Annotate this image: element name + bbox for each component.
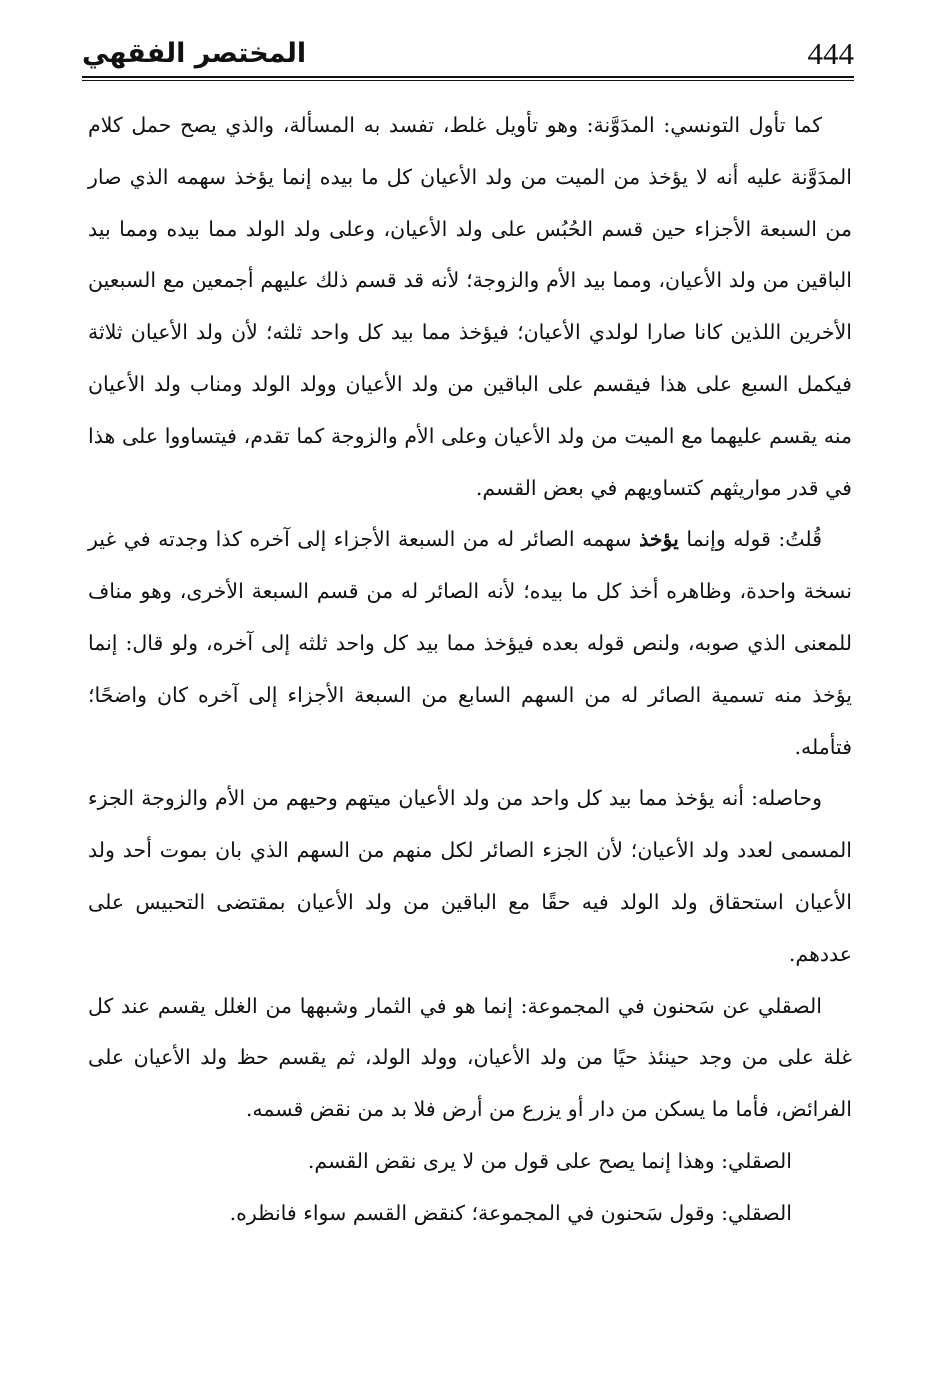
- paragraph: الصقلي: وقول سَحنون في المجموعة؛ كنقض القسم سواء فانظره.: [229, 1200, 792, 1225]
- paragraph-lead: قُلتُ: قوله وإنما: [686, 527, 822, 552]
- page-number: 444: [807, 36, 854, 71]
- bold-word: يؤخذ: [639, 527, 679, 552]
- header-divider: [82, 76, 854, 81]
- page-body: [88, 100, 852, 1240]
- paragraph: [88, 514, 852, 773]
- paragraph: الصقلي عن سَحنون في المجموعة: إنما هو في الثمار وشبهها من الغلل يقسم عند كل غلة على من وجد حينئذ حيًا من ولد الأعيان، وولد الولد، ثم يقسم حظ ولد الأعيان على الفرائض، فأما ما يسكن من دار أو يزرع من أرض فلا بد من نقض قسمه.: [88, 993, 852, 1122]
- paragraph: الصقلي: وهذا إنما يصح على قول من لا يرى نقض القسم.: [307, 1148, 792, 1173]
- paragraph-text: سهمه الصائر له من السبعة الأجزاء إلى آخره كذا وجدته في غير نسخة واحدة، وظاهره أخذ كل ما بيده؛ لأنه الصائر له من قسم السبعة الأخرى، وهو مناف للمعنى الذي صوبه، ولنص قوله بعده فيؤخذ مما بيد كل واحد ثلثه إلى آخره، ولو قال: إنما يؤخذ منه تسمية الصائر له من السهم السابع من السبعة الأجزاء إلى آخره كان واضحًا؛ فتأمله.: [88, 527, 852, 759]
- page-header: [82, 28, 854, 74]
- book-title: المختصر الفقهي: [82, 38, 307, 69]
- paragraph: وحاصله: أنه يؤخذ مما بيد كل واحد من ولد الأعيان ميتهم وحيهم من الأم والزوجة الجزء المسمى لعدد ولد الأعيان؛ لأن الجزء الصائر لكل منهم من السهم الذي بان بموت أحد ولد الأعيان استحقاق ولد الولد فيه حقًا مع الباقين من ولد الأعيان بمقتضى التحبيس على عددهم.: [88, 786, 852, 966]
- paragraph: كما تأول التونسي: المدَوَّنة: وهو تأويل غلط، تفسد به المسألة، والذي يصح حمل كلام المدَوَّنة عليه أنه لا يؤخذ من الميت من ولد الأعيان كل ما بيده إنما يؤخذ سهمه الذي صار من السبعة الأجزاء حين قسم الحُبُس على ولد الأعيان، وعلى ولد الولد مما بيده ومما بيد الباقين من ولد الأعيان، ومما بيد الأم والزوجة؛ لأنه قد قسم ذلك عليهم أجمعين مع السبعين الأخرين اللذين كانا صارا لولدي الأعيان؛ فيؤخذ مما بيد كل واحد ثلثه؛ لأن ولد الأعيان ثلاثة فيكمل السبع على هذا فيقسم على الباقين من ولد الأعيان وولد الولد ومناب ولد الأعيان منه يقسم عليهما مع الميت من ولد الأعيان وعلى الأم والزوجة كما تقدم، فيتساووا على هذا في قدر مواريثهم كتساويهم في بعض القسم.: [88, 113, 852, 500]
